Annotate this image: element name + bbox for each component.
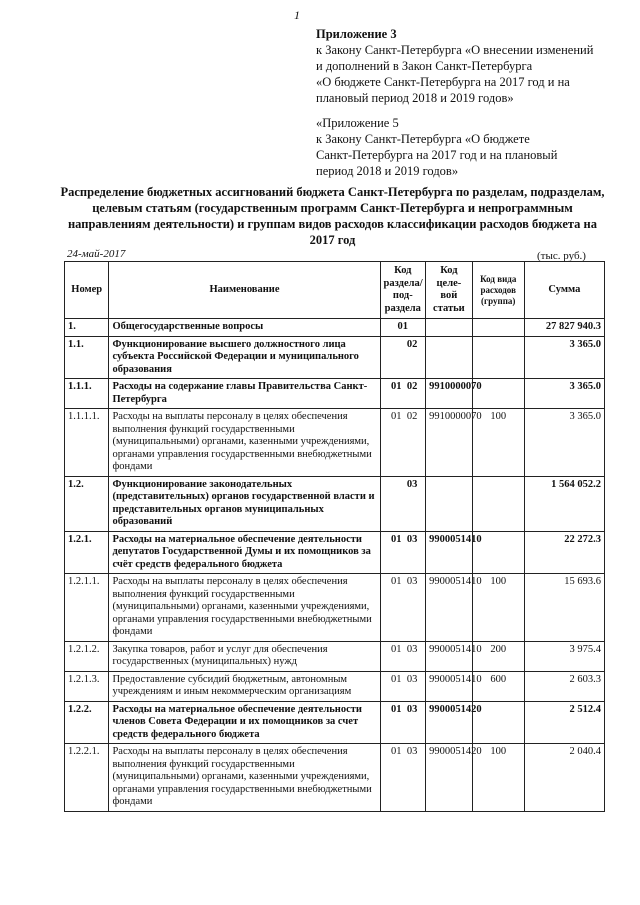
row-name: Предоставление субсидий бюджетным, автономным учреждениям и иным некоммерческим организациям [109, 671, 380, 701]
row-sum: 3 365.0 [524, 336, 604, 379]
row-podrazdel: 02 [406, 338, 418, 350]
row-name: Расходы на выплаты персоналу в целях обеспечения выполнения функций государственными (муниципальными) органами, казенными учреждениями, органами управления государственными внебюджетными фондами [109, 574, 380, 642]
row-number: 1.1.1.1. [65, 409, 109, 477]
row-expense-type [472, 476, 524, 531]
table-row [65, 641, 605, 671]
annex-previous-line: период 2018 и 2019 годов» [316, 164, 459, 178]
row-article-code: 9900051420 [426, 744, 473, 812]
page-number: 1 [294, 8, 300, 22]
row-sum: 1 564 052.2 [524, 476, 604, 531]
row-podrazdel: 03 [406, 643, 418, 655]
row-number: 1.2.1.1. [65, 574, 109, 642]
row-podrazdel: 02 [406, 411, 418, 422]
budget-table [64, 261, 605, 812]
units-label: (тыс. руб.) [537, 250, 586, 262]
row-sum: 2 512.4 [524, 701, 604, 744]
annex-current-title: Приложение 3 [316, 27, 397, 41]
table-row [65, 531, 605, 574]
annex-previous-block [316, 115, 616, 179]
annex-current-line: «О бюджете Санкт-Петербурга на 2017 год и на [316, 75, 570, 89]
row-number: 1. [65, 319, 109, 337]
row-section-code [380, 641, 426, 671]
row-article-code [426, 319, 473, 337]
col-header-expense-type: Код вида расходов (группа) [472, 262, 524, 319]
row-section-code [380, 574, 426, 642]
row-expense-type [472, 319, 524, 337]
row-podrazdel: 03 [406, 746, 418, 757]
row-number: 1.2.1.2. [65, 641, 109, 671]
row-number: 1.1. [65, 336, 109, 379]
row-sum: 2 603.3 [524, 671, 604, 701]
annex-previous-line: Санкт-Петербурга на 2017 год и на плановый [316, 148, 558, 162]
row-number: 1.2. [65, 476, 109, 531]
row-expense-type [472, 336, 524, 379]
row-article-code: 9910000070 [426, 409, 473, 477]
table-header-row [65, 262, 605, 319]
table-row [65, 476, 605, 531]
annex-previous-title: «Приложение 5 [316, 116, 399, 130]
table-row [65, 319, 605, 337]
row-podrazdel: 02 [406, 381, 418, 392]
row-number: 1.2.1.3. [65, 671, 109, 701]
row-section-code [380, 701, 426, 744]
annex-previous-line: к Закону Санкт-Петербурга «О бюджете [316, 132, 530, 146]
table-row [65, 379, 605, 409]
table-row [65, 671, 605, 701]
document-date: 24-май-2017 [67, 248, 126, 260]
row-name: Функционирование высшего должностного лица субъекта Российской Федерации и муниципального образования [109, 336, 380, 379]
row-expense-type: 600 [472, 671, 524, 701]
row-sum: 22 272.3 [524, 531, 604, 574]
col-header-number: Номер [65, 262, 109, 319]
row-sum: 3 365.0 [524, 379, 604, 409]
row-section-code [380, 409, 426, 477]
row-section-code [380, 744, 426, 812]
annex-current-line: к Закону Санкт-Петербурга «О внесении изменений [316, 43, 594, 57]
row-section-code [380, 336, 426, 379]
row-razdel: 01 [390, 576, 402, 587]
row-section-code [380, 379, 426, 409]
row-podrazdel: 03 [406, 533, 418, 545]
row-razdel: 01 [390, 411, 402, 422]
col-header-article: Код целе- вой статьи [426, 262, 473, 319]
row-podrazdel: 03 [406, 576, 418, 587]
row-sum: 2 040.4 [524, 744, 604, 812]
row-razdel: 01 [390, 533, 402, 545]
annex-current-block [316, 26, 616, 106]
table-row [65, 701, 605, 744]
row-article-code [426, 336, 473, 379]
row-razdel: 01 [397, 321, 409, 332]
row-razdel: 01 [390, 746, 402, 757]
col-header-name: Наименование [109, 262, 380, 319]
row-article-code: 9900051410 [426, 671, 473, 701]
row-article-code: 9900051410 [426, 574, 473, 642]
row-article-code [426, 476, 473, 531]
row-section-code [380, 476, 426, 531]
row-expense-type: 100 [472, 409, 524, 477]
row-razdel: 01 [390, 673, 402, 685]
row-article-code: 9900051410 [426, 641, 473, 671]
row-number: 1.2.2. [65, 701, 109, 744]
row-name: Расходы на выплаты персоналу в целях обеспечения выполнения функций государственными (муниципальными) органами, казенными учреждениями, органами управления государственными внебюджетными фондами [109, 744, 380, 812]
row-sum: 3 365.0 [524, 409, 604, 477]
document-heading: Распределение бюджетных ассигнований бюджета Санкт-Петербурга по разделам, подразделам, целевым статьям (государственным программ Санкт-Петербурга и непрограммным направлениям деятельности) и группам видов расходов классификации расходов бюджета на 2017 год [60, 185, 605, 247]
row-razdel: 01 [390, 381, 402, 392]
col-header-section: Код раздела/ под- раздела [380, 262, 426, 319]
row-name: Закупка товаров, работ и услуг для обеспечения государственных (муниципальных) нужд [109, 641, 380, 671]
row-razdel: 01 [390, 703, 402, 715]
row-expense-type: 100 [472, 574, 524, 642]
row-podrazdel: 03 [406, 478, 418, 490]
row-name: Расходы на материальное обеспечение деятельности членов Совета Федерации и их помощников за счет средств федерального бюджета [109, 701, 380, 744]
table-row [65, 336, 605, 379]
row-name: Общегосударственные вопросы [109, 319, 380, 337]
row-razdel: 01 [390, 643, 402, 655]
row-article-code: 9910000070 [426, 379, 473, 409]
col-header-sum: Сумма [524, 262, 604, 319]
row-podrazdel: 03 [406, 703, 418, 715]
row-name: Расходы на содержание главы Правительства Санкт-Петербурга [109, 379, 380, 409]
row-name: Расходы на материальное обеспечение деятельности депутатов Государственной Думы и их помощников за счёт средств федерального бюджета [109, 531, 380, 574]
table-row [65, 574, 605, 642]
row-name: Функционирование законодательных (представительных) органов государственной власти и представительных органов муниципальных образований [109, 476, 380, 531]
row-article-code: 9900051410 [426, 531, 473, 574]
row-section-code [380, 671, 426, 701]
row-section-code [380, 319, 426, 337]
row-expense-type: 200 [472, 641, 524, 671]
row-number: 1.2.2.1. [65, 744, 109, 812]
row-sum: 15 693.6 [524, 574, 604, 642]
annex-current-line: плановый период 2018 и 2019 годов» [316, 91, 514, 105]
row-expense-type: 100 [472, 744, 524, 812]
row-section-code [380, 531, 426, 574]
table-row [65, 409, 605, 477]
row-number: 1.2.1. [65, 531, 109, 574]
table-row [65, 744, 605, 812]
row-article-code: 9900051420 [426, 701, 473, 744]
row-number: 1.1.1. [65, 379, 109, 409]
annex-current-line: и дополнений в Закон Санкт-Петербурга [316, 59, 533, 73]
row-sum: 27 827 940.3 [524, 319, 604, 337]
row-sum: 3 975.4 [524, 641, 604, 671]
row-podrazdel: 03 [406, 673, 418, 685]
row-name: Расходы на выплаты персоналу в целях обеспечения выполнения функций государственными (муниципальными) органами, казенными учреждениями, органами управления государственными внебюджетными фондами [109, 409, 380, 477]
